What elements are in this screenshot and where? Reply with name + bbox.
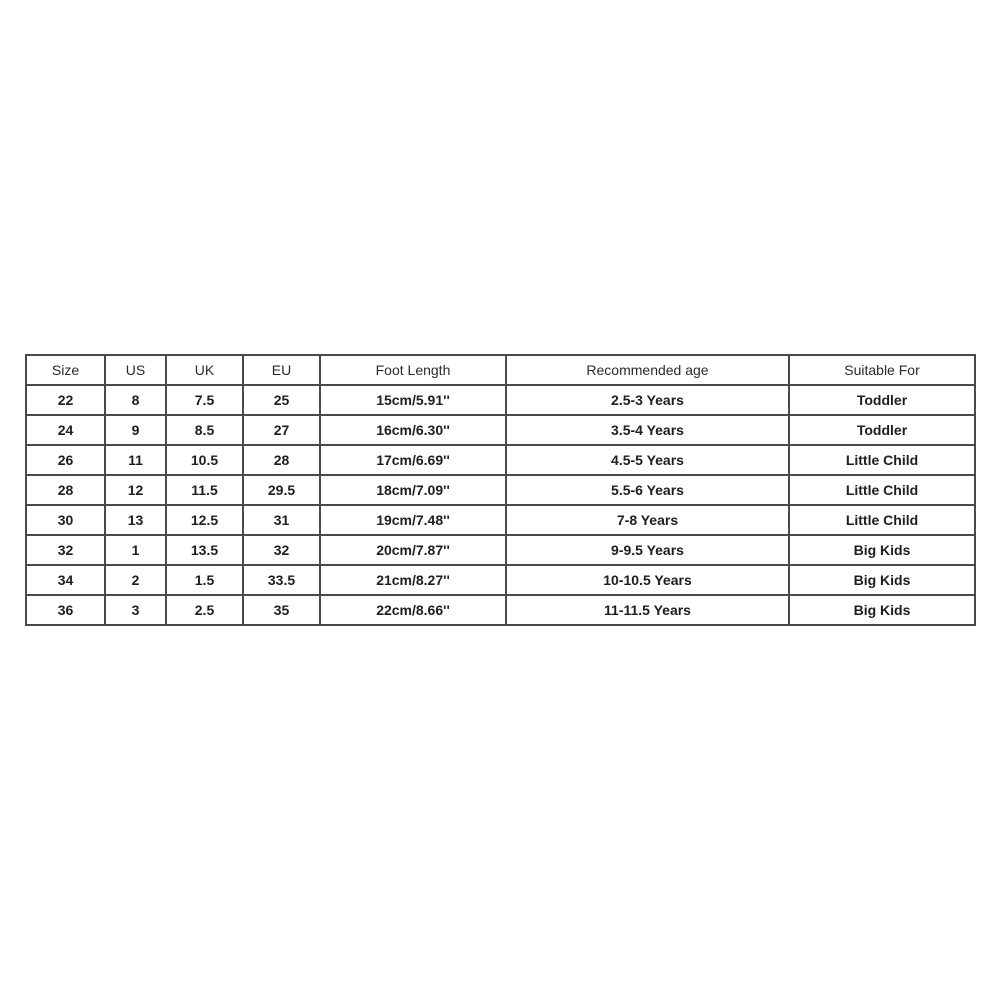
cell-us: 9 (105, 415, 166, 445)
cell-suitable-for: Big Kids (789, 535, 975, 565)
cell-uk: 8.5 (166, 415, 243, 445)
cell-eu: 32 (243, 535, 320, 565)
cell-eu: 28 (243, 445, 320, 475)
cell-foot-length: 15cm/5.91'' (320, 385, 506, 415)
cell-uk: 12.5 (166, 505, 243, 535)
cell-us: 12 (105, 475, 166, 505)
cell-suitable-for: Little Child (789, 445, 975, 475)
table-header (26, 355, 975, 385)
cell-recommended-age: 11-11.5 Years (506, 595, 789, 625)
cell-uk: 10.5 (166, 445, 243, 475)
cell-eu: 33.5 (243, 565, 320, 595)
cell-uk: 1.5 (166, 565, 243, 595)
cell-recommended-age: 4.5-5 Years (506, 445, 789, 475)
header-row (26, 355, 975, 385)
table-row (26, 595, 975, 625)
cell-recommended-age: 10-10.5 Years (506, 565, 789, 595)
header-eu: EU (243, 355, 320, 385)
cell-foot-length: 16cm/6.30'' (320, 415, 506, 445)
cell-eu: 29.5 (243, 475, 320, 505)
cell-foot-length: 19cm/7.48'' (320, 505, 506, 535)
header-us: US (105, 355, 166, 385)
cell-size: 22 (26, 385, 105, 415)
header-size: Size (26, 355, 105, 385)
size-chart-table (25, 354, 976, 626)
cell-us: 2 (105, 565, 166, 595)
cell-recommended-age: 2.5-3 Years (506, 385, 789, 415)
cell-size: 28 (26, 475, 105, 505)
table-row (26, 535, 975, 565)
cell-us: 3 (105, 595, 166, 625)
cell-recommended-age: 3.5-4 Years (506, 415, 789, 445)
table-row (26, 445, 975, 475)
cell-uk: 11.5 (166, 475, 243, 505)
cell-suitable-for: Little Child (789, 475, 975, 505)
cell-size: 34 (26, 565, 105, 595)
cell-suitable-for: Big Kids (789, 595, 975, 625)
cell-size: 36 (26, 595, 105, 625)
cell-suitable-for: Toddler (789, 415, 975, 445)
cell-foot-length: 21cm/8.27'' (320, 565, 506, 595)
cell-eu: 31 (243, 505, 320, 535)
size-chart-container (25, 354, 974, 626)
cell-eu: 35 (243, 595, 320, 625)
cell-size: 30 (26, 505, 105, 535)
cell-size: 24 (26, 415, 105, 445)
cell-foot-length: 18cm/7.09'' (320, 475, 506, 505)
cell-recommended-age: 7-8 Years (506, 505, 789, 535)
header-uk: UK (166, 355, 243, 385)
cell-suitable-for: Big Kids (789, 565, 975, 595)
cell-eu: 25 (243, 385, 320, 415)
cell-us: 11 (105, 445, 166, 475)
cell-recommended-age: 9-9.5 Years (506, 535, 789, 565)
header-recommended-age: Recommended age (506, 355, 789, 385)
table-row (26, 385, 975, 415)
cell-uk: 2.5 (166, 595, 243, 625)
cell-us: 8 (105, 385, 166, 415)
cell-suitable-for: Little Child (789, 505, 975, 535)
cell-suitable-for: Toddler (789, 385, 975, 415)
cell-uk: 13.5 (166, 535, 243, 565)
cell-size: 32 (26, 535, 105, 565)
table-row (26, 505, 975, 535)
cell-foot-length: 17cm/6.69'' (320, 445, 506, 475)
table-row (26, 415, 975, 445)
cell-eu: 27 (243, 415, 320, 445)
cell-size: 26 (26, 445, 105, 475)
cell-us: 1 (105, 535, 166, 565)
table-row (26, 475, 975, 505)
cell-uk: 7.5 (166, 385, 243, 415)
table-body (26, 385, 975, 625)
header-foot-length: Foot Length (320, 355, 506, 385)
cell-us: 13 (105, 505, 166, 535)
header-suitable-for: Suitable For (789, 355, 975, 385)
cell-foot-length: 20cm/7.87'' (320, 535, 506, 565)
cell-foot-length: 22cm/8.66'' (320, 595, 506, 625)
table-row (26, 565, 975, 595)
cell-recommended-age: 5.5-6 Years (506, 475, 789, 505)
